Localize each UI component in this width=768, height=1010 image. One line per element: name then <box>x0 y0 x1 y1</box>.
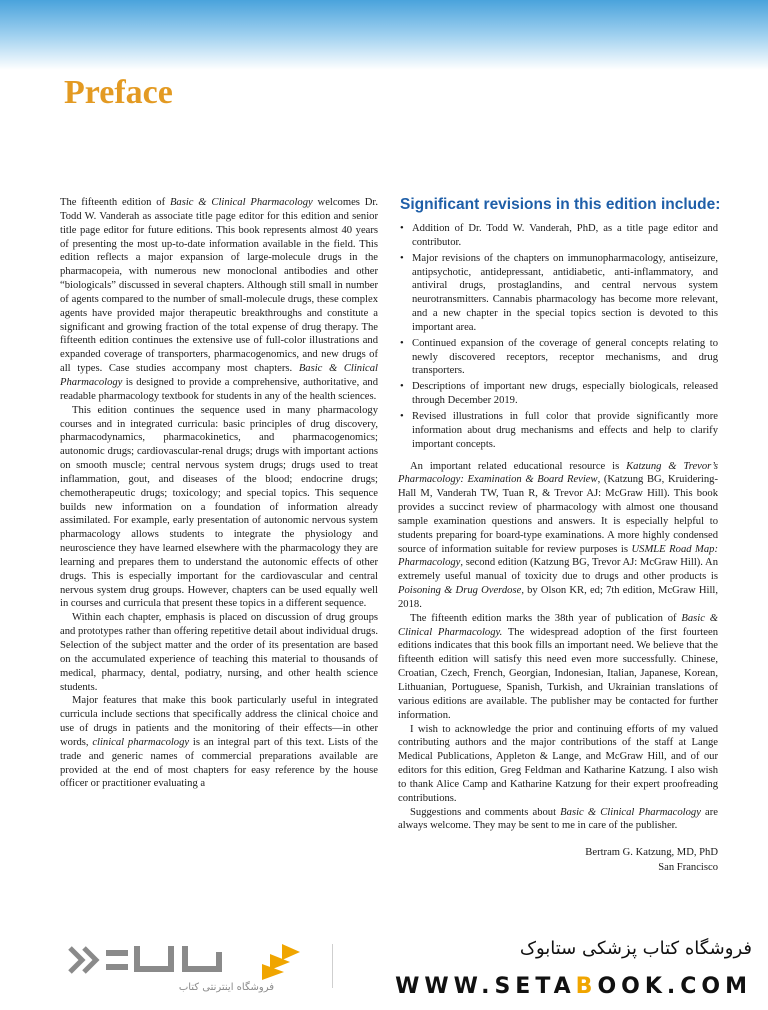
url-suffix: OOK.COM <box>597 974 752 999</box>
signature-block <box>398 845 718 875</box>
italic-text: Poisoning & Drug Overdose <box>398 585 522 597</box>
body-paragraph <box>398 806 718 834</box>
logo-caption: فروشگاه اینترنتی کتاب <box>178 982 274 993</box>
bullet-icon: • <box>400 252 404 264</box>
body-paragraph <box>60 196 378 404</box>
italic-text: Basic & Clinical Pharmacology <box>560 806 701 818</box>
setabook-logo-icon <box>64 938 314 982</box>
revisions-list <box>398 222 718 452</box>
bullet-icon: • <box>400 410 404 422</box>
italic-text: Katzung & Trevor’s Pharmacology: Examination & Board Review <box>398 460 718 486</box>
body-paragraph <box>60 404 378 612</box>
text-run: Major features that make this book particularly useful in integrated curricula include sections that specifically address the clinical choice and use of drugs in patients and the monitoring of their effects—in other words, <box>60 695 378 748</box>
body-paragraph <box>398 723 718 806</box>
signature-place: San Francisco <box>658 862 718 874</box>
text-run: The fifteenth edition of <box>60 197 170 208</box>
text-run: is designed to provide a comprehensive, authoritative, and readable pharmacology textbook for students in any of the health sciences. <box>60 376 378 402</box>
text-run: This edition continues the sequence used in many pharmacology courses and in integrated curricula: basic principles of drug discovery, pharmacodynamics, pharmacokinetics, and pharmacogenomics; autonomic drugs; cardiovascular-renal drugs; drugs with important actions on smooth muscle; central nervous system drugs; drugs used to treat inflammation, gout, and diseases of the blood; endocrine drugs; chemotherapeutic drugs; toxicology; and special topics. This sequence builds new information on a foundation of information already assimilated. For example, early presentation of autonomic nervous system pharmacology allows students to integrate the physiology and neuroscience they have learned elsewhere with the pharmacology they are learning and prepares them to understand the autonomic effects of other drugs. This is especially important for the cardiovascular and central nervous system drug groups. However, chapters can be used equally well in courses and curricula that present these topics in a different sequence. <box>60 404 378 610</box>
revision-text: Revised illustrations in full color that provide significantly more information about drug mechanisms and effects and help to clarify important concepts. <box>412 410 718 450</box>
text-run: Suggestions and comments about <box>410 806 561 818</box>
footer-banner <box>22 930 752 1010</box>
revision-item <box>398 252 718 335</box>
body-paragraph <box>398 460 718 612</box>
body-paragraph <box>398 612 718 723</box>
footer-divider <box>332 944 333 988</box>
revision-text: Addition of Dr. Todd W. Vanderah, PhD, as a title page editor and contributor. <box>412 223 718 248</box>
text-run: Within each chapter, emphasis is placed on discussion of drug groups and prototypes rather than offering repetitive detail about individual drugs. Selection of the subject matter and the order of its presentation are based on the accumulated experience of teaching this material to thousands of medical, pharmacy, dental, podiatry, nursing, and other health science students. <box>60 612 378 693</box>
setabook-logo <box>64 938 314 998</box>
italic-text: clinical pharmacology <box>92 736 190 748</box>
revision-item <box>398 380 718 408</box>
url-accent: B <box>575 974 598 999</box>
text-run: , second edition (Katzung BG, Trevor AJ: McGraw Hill). An extremely useful manual of toxicity due to drugs and other products is <box>398 557 718 583</box>
text-run: is an integral part of this text. Lists of the trade and generic names of commercial preparations available are provided at the end of most chapters for easy reference by the house officer or practitioner evaluating a <box>60 736 378 790</box>
text-run: An important related educational resource is <box>410 460 627 472</box>
text-run: The widespread adoption of the first fourteen editions indicates that this book fills an important need. We believe that the fifteenth edition will satisfy this need even more successfully. Chinese, Croatian, Czech, French, Georgian, Indonesian, Italian, Japanese, Korean, Lithuanian, Portuguese, Spanish, Turkish, and Ukrainian translations of various editions are available. The publisher may be contacted for further information. <box>398 626 718 721</box>
italic-text: Basic & Clinical Pharmacology <box>169 197 313 208</box>
signature-name: Bertram G. Katzung, MD, PhD <box>585 847 718 859</box>
revision-text: Descriptions of important new drugs, especially biologicals, released through December 2019. <box>412 381 718 407</box>
italic-text: Basic & Clinical Pharmacology <box>60 363 378 388</box>
body-paragraph <box>60 611 378 694</box>
revision-item <box>398 410 718 452</box>
right-column <box>398 196 721 875</box>
revisions-heading: Significant revisions in this edition include: <box>400 196 721 213</box>
italic-text: USMLE Road Map: Pharmacology <box>398 543 718 569</box>
text-run: are always welcome. They may be sent to me in care of the publisher. <box>398 806 718 832</box>
header-gradient-band <box>0 0 768 70</box>
store-name: فروشگاه کتاب پزشکی ستابوک <box>519 938 752 959</box>
text-run: welcomes Dr. Todd W. Vanderah as associate title page editor for this edition and senior title page editor for future editions. This book represents almost 40 years of presenting the most up-to-date information available in the field. This edition reflects a major expansion of large-molecule drugs in the pharmacopeia, with numerous new monoclonal antibodies and other “biologicals” discussed in several chapters. Although still small in number of agents compared to the number of small-molecule drugs, these complex agents have provided major therapeutic breakthroughs and constitute a significant and growing fraction of the total expense of drug therapy. The fifteenth edition continues the extensive use of full-color illustrations and expanded coverage of transporters, pharmacogenomics, and new drugs of all types. Case studies accompany most chapters. <box>60 197 378 375</box>
revision-item <box>398 337 718 379</box>
store-url-link[interactable] <box>342 974 752 999</box>
body-paragraph <box>60 694 378 791</box>
italic-text: Basic & Clinical Pharmacology. <box>398 612 718 638</box>
bullet-icon: • <box>400 223 404 234</box>
page-title: Preface <box>64 74 173 111</box>
text-run: , by Olson KR, ed; 7th edition, McGraw Hill, 2018. <box>398 585 718 610</box>
text-run: The fifteenth edition marks the 38th year of publication of <box>410 612 682 624</box>
text-run: , (Katzung BG, Kruidering-Hall M, Vanderah TW, Tuan R, & Trevor AJ: McGraw Hill). This book provides a succinct review of pharmacology with almost one thousand sample examination questions and answers. It is especially helpful to students preparing for board-type examinations. A more highly condensed source of information suitable for review purposes is <box>398 474 718 555</box>
bullet-icon: • <box>400 381 404 393</box>
bullet-icon: • <box>400 337 404 349</box>
revision-item <box>398 222 718 250</box>
left-column <box>60 196 378 791</box>
url-prefix: WWW.SETA <box>395 974 576 999</box>
revision-text: Major revisions of the chapters on immunopharmacology, antiseizure, antipsychotic, antidepressant, antidiabetic, anti-inflammatory, and antiviral drugs, prostaglandins, and central nervous system neurotransmitters. Cannabis pharmacology has become more relevant, and a new chapter in the special topics section is devoted to this important area. <box>412 252 718 333</box>
text-run: I wish to acknowledge the prior and continuing efforts of my valued contributing authors and the major contributions of the staff at Lange Medical Publications, Appleton & Lange, and McGraw Hill, and of our editors for this edition, Greg Feldman and Katharine Katzung. I also wish to thank Alice Camp and Katharine Katzung for their expert proofreading contributions. <box>398 723 718 804</box>
revision-text: Continued expansion of the coverage of general concepts relating to newly discovered receptors, receptor mechanisms, and drug transporters. <box>412 337 718 377</box>
